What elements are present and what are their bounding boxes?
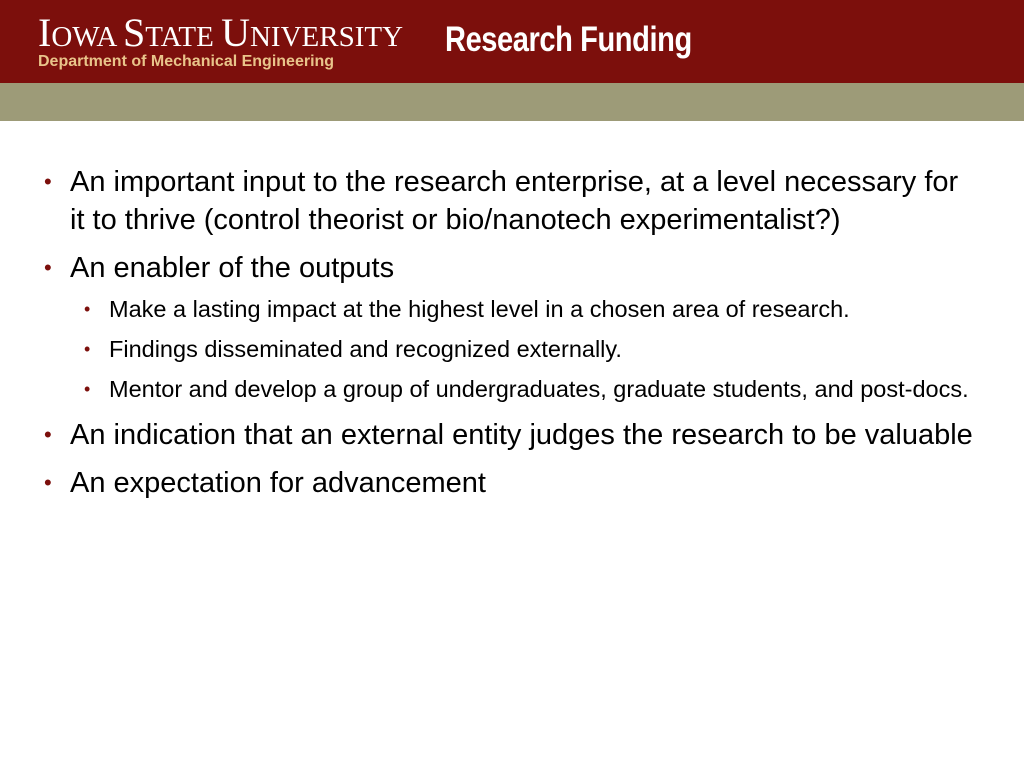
bullet-item xyxy=(44,416,974,454)
slide-title: Research Funding xyxy=(445,20,692,59)
sub-bullet-list xyxy=(70,293,974,406)
bullet-icon: • xyxy=(84,339,91,359)
sub-bullet-item xyxy=(84,293,974,326)
sub-bullet-item xyxy=(84,373,974,406)
bullet-text: An important input to the research enterprise, at a level necessary for it to thrive (control theorist or bio/nanotech experimentalist?) xyxy=(70,166,959,236)
bullet-text: An enabler of the outputs xyxy=(70,252,395,284)
sub-bullet-text: Mentor and develop a group of undergraduates, graduate students, and post-docs. xyxy=(109,376,969,402)
bullet-icon: • xyxy=(44,169,52,194)
department-name: Department of Mechanical Engineering xyxy=(38,53,335,70)
bullet-list xyxy=(44,163,974,502)
university-logo: IOWA STATE UNIVERSITY xyxy=(38,10,404,55)
bullet-text: An expectation for advancement xyxy=(70,467,486,499)
slide-body xyxy=(44,163,974,512)
sub-bullet-text: Make a lasting impact at the highest level in a chosen area of research. xyxy=(109,296,850,322)
bullet-icon: • xyxy=(44,470,52,495)
bullet-icon: • xyxy=(84,299,91,319)
bullet-icon: • xyxy=(84,379,91,399)
accent-band xyxy=(0,83,1024,121)
bullet-item xyxy=(44,464,974,502)
sub-bullet-text: Findings disseminated and recognized externally. xyxy=(109,336,622,362)
bullet-icon: • xyxy=(44,255,52,280)
sub-bullet-item xyxy=(84,333,974,366)
bullet-item xyxy=(44,249,974,406)
bullet-icon: • xyxy=(44,422,52,447)
bullet-text: An indication that an external entity judges the research to be valuable xyxy=(70,419,973,451)
bullet-item xyxy=(44,163,974,239)
